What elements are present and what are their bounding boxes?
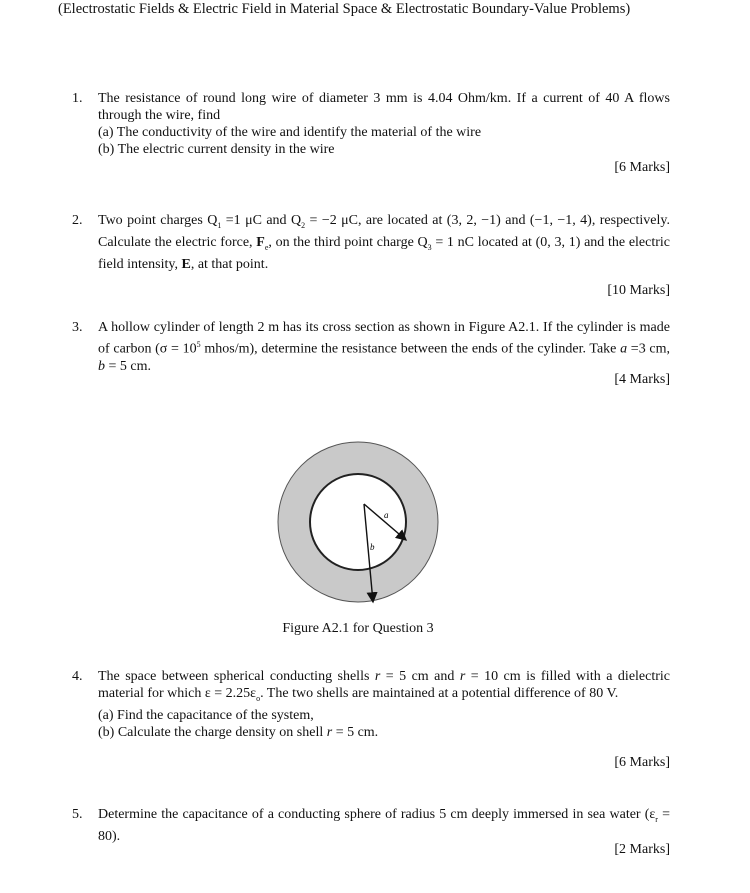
marks-q3: [4 Marks] [614,372,670,387]
marks-q4: [6 Marks] [614,755,670,770]
hollow-cylinder-cross-section [276,440,440,604]
question-number: 4. [72,669,83,684]
question-part-b: (b) The electric current density in the wire [98,142,335,157]
question-text: A hollow cylinder of length 2 m has its cross section as shown in Figure A2.1. If the cylinder is made of carbon ($\sigma = 10^5$ mhos/m), determine the resistance between the ends of the cylinder. Take a =3 cm, b = 5 cm. [98,320,671,374]
question-text: The resistance of round long wire of diameter 3 mm is 4.04 Ohm/km. If a current of 40 A flows through the wire, find [98,91,670,123]
question-2 [72,212,670,273]
question-text: Determine the capacitance of a conducting sphere of radius 5 cm deeply immersed in sea water $(\varepsilon_r = 80)$. [98,807,670,844]
marks-q1: [6 Marks] [614,160,670,175]
question-number: 3. [72,320,83,335]
inner-circle [310,474,406,570]
question-part-a: (a) Find the capacitance of the system, [98,707,314,723]
page-header: (Electrostatic Fields & Electric Field in Material Space & Electrostatic Boundary-Value Problems) [58,1,631,17]
question-part-b: (b) Calculate the charge density on shell r = 5 cm. [98,724,379,740]
question-number: 5. [72,807,83,822]
question-number: 1. [72,91,83,106]
label-a: a [384,510,389,520]
figure-caption: Figure A2.1 for Question 3 [282,621,434,636]
question-text: The space between spherical conducting shells r = 5 cm and r = 10 cm is filled with a dielectric material for which $\varepsilon = 2.25\varepsilon_o$. The two shells are maintained at a potential difference of 80 V. [98,669,671,703]
question-1 [72,90,670,158]
question-number: 2. [72,213,83,228]
marks-q2: [10 Marks] [607,283,670,298]
question-5 [72,806,670,845]
label-b: b [370,542,375,552]
marks-q5: [2 Marks] [614,842,670,857]
question-3 [72,319,670,375]
question-4 [72,668,670,741]
question-text: Two point charges $Q_1 =1$ μC and $Q_2 = -2$ μC, are located at (3, 2, −1) and (−1, −1, 4), respectively. Calculate the electric force, $F_e$, on the third point charge $Q_3 = 1$ nC located at (0, 3, 1) and the electric field intensity, E, at that point. [98,213,671,272]
question-part-a: (a) The conductivity of the wire and identify the material of the wire [98,125,482,140]
figure-a2-1 [276,440,440,604]
